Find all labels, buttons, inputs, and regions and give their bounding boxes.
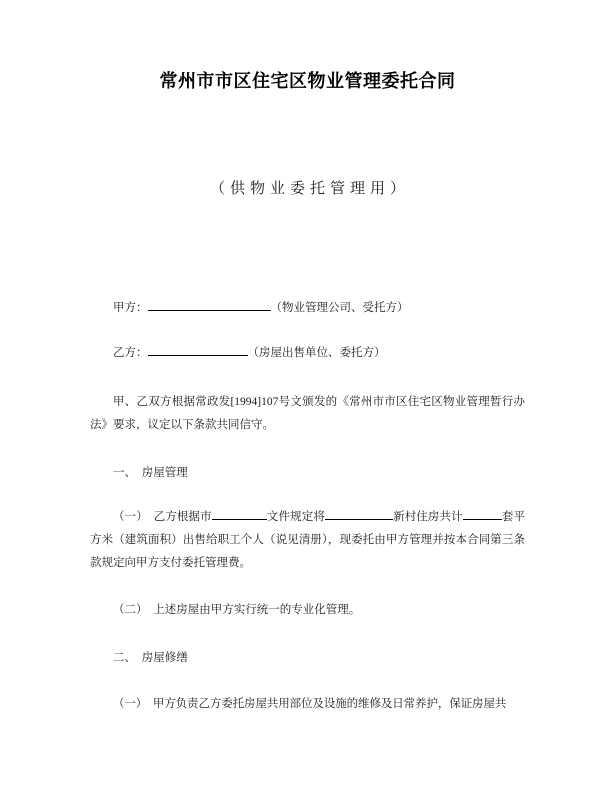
section-1-heading: 一、 房屋管理 <box>113 467 188 479</box>
clause-2-1-paragraph: （一） 甲方负责乙方委托房屋共用部位及设施的维修及日常养护，保证房屋共 <box>113 698 507 710</box>
unit-count-blank-field <box>463 506 502 520</box>
clause-1-1-tail: 套平方米（建筑面积）出售给职工个人（说见清册），现委托由甲方管理并按本合同第三条款规定向甲方支付委托管理费。 <box>90 511 526 569</box>
party-b-role: （房屋出售单位、委托方） <box>247 347 386 359</box>
document-title: 常州市市区住宅区物业管理委托合同 <box>159 71 456 91</box>
party-b-row <box>90 342 525 365</box>
party-b-label: 乙方： <box>113 347 148 359</box>
party-a-blank-field <box>148 297 271 311</box>
clause-1-1-after-file: 文件规定将 <box>266 511 325 523</box>
clause-1-2-paragraph: （二） 上述房屋由甲方实行统一的专业化管理。 <box>113 604 361 616</box>
party-a-role: （物业管理公司、受托方） <box>270 302 409 314</box>
clause-1-1-paragraph <box>90 506 525 575</box>
estate-name-blank-field <box>325 506 393 520</box>
party-a-row <box>90 297 525 320</box>
file-number-blank-field <box>212 506 267 520</box>
clause-1-1-intro: （一） 乙方根据市 <box>113 511 212 523</box>
preamble-paragraph: 甲、乙双方根据常政发[1994]107号文颁发的《常州市市区住宅区物业管理暂行办法》要求，议定以下条款共同信守。 <box>90 396 525 431</box>
clause-1-1-after-estate: 新村住房共计 <box>392 511 463 523</box>
party-a-label: 甲方： <box>113 302 148 314</box>
party-b-blank-field <box>148 342 248 356</box>
document-subtitle: （供物业委托管理用） <box>209 181 410 197</box>
section-2-heading: 二、 房屋修缮 <box>113 652 188 664</box>
